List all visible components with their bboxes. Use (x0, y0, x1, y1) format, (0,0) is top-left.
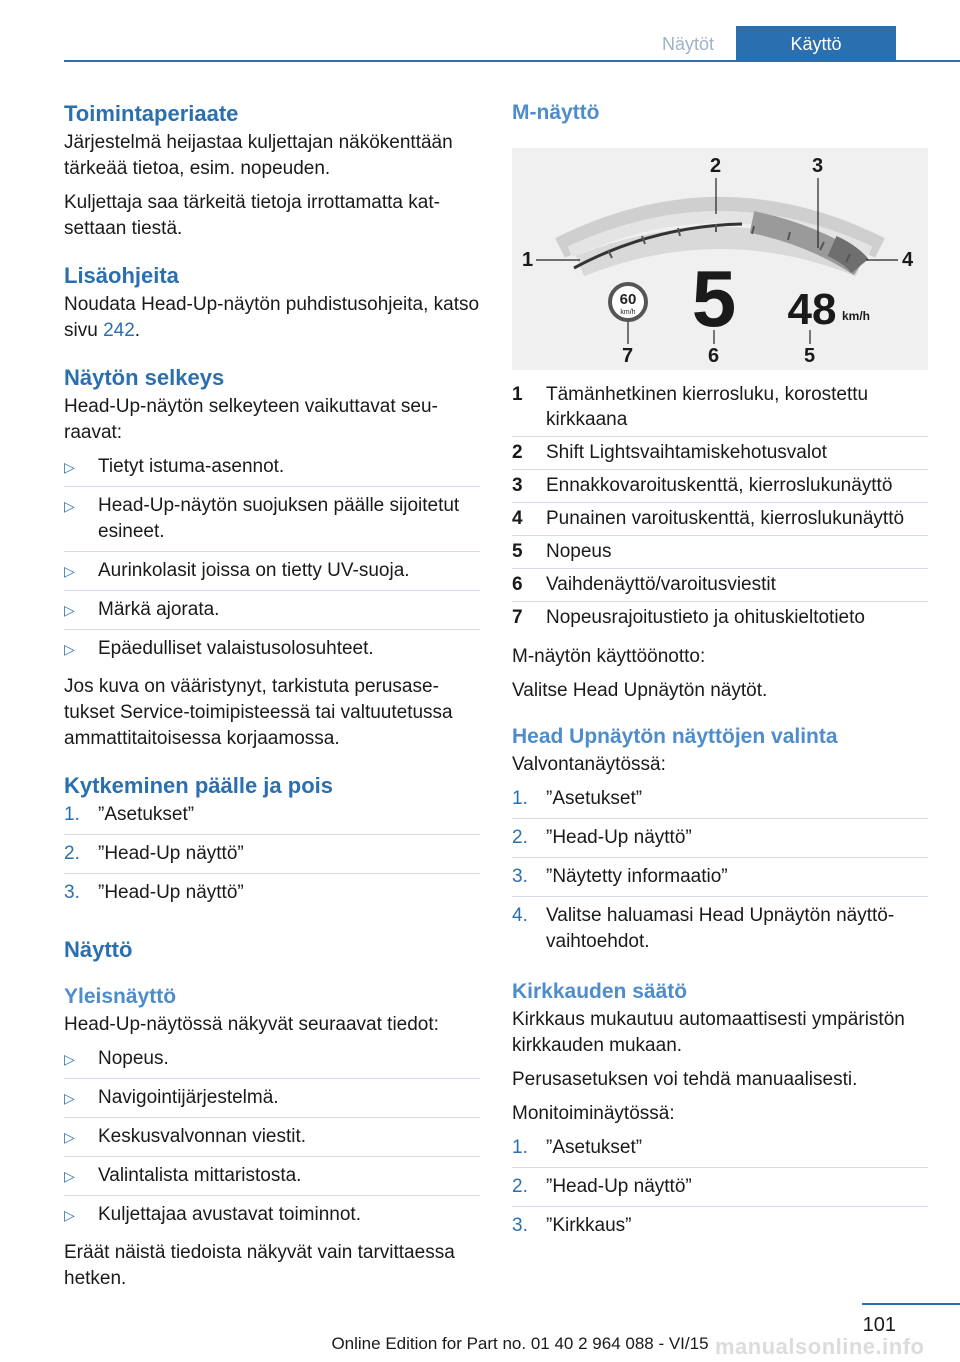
left-column (64, 98, 480, 1300)
paragraph: Perusasetuksen voi tehdä manuaalisesti. (512, 1069, 858, 1090)
list-item (64, 1046, 480, 1079)
callout-3: 3 (812, 155, 824, 177)
callout-7: 7 (622, 345, 634, 367)
list-item (512, 1174, 928, 1207)
legend-text: Tämänhetkinen kierrosluku, korostettu kirkkaana (546, 384, 869, 430)
list-item (64, 1085, 480, 1118)
footer-rule (862, 1303, 960, 1305)
list-item-text: Valitse haluamasi Head Upnäytön näyttövaihtoehdot. (546, 905, 895, 952)
triangle-bullet-icon: ▷ (64, 1207, 75, 1223)
list-item-text: Märkä ajorata. (98, 599, 220, 620)
legend-number: 5 (512, 541, 523, 562)
section-title-nayton-selkeys: Näytön selkeys (64, 365, 225, 390)
list-item (64, 841, 480, 874)
list-item-text: Tietyt istuma-asennot. (98, 456, 285, 477)
m-display-illustration (512, 148, 928, 370)
list-item-text: ”Head-Up näyttö” (98, 882, 244, 903)
watermark: manualsonline.info (715, 1334, 925, 1359)
paragraph: Järjestelmä heijastaa kuljettajan näkökenttään tärkeää tietoa, esim. nopeuden. (64, 132, 453, 179)
legend-number: 6 (512, 574, 523, 595)
switch-steps-list (64, 802, 480, 912)
legend-item (512, 539, 928, 569)
brightness-steps-list (512, 1135, 928, 1245)
list-item (64, 1163, 480, 1196)
list-item (512, 1135, 928, 1168)
triangle-bullet-icon: ▷ (64, 602, 75, 618)
legend-text: Vaihdenäyttö/varoitusviestit (546, 574, 776, 595)
edition-note: Online Edition for Part no. 01 40 2 964 088 - VI/15 (331, 1334, 709, 1353)
list-item (512, 1213, 928, 1245)
header-tab-kaytto[interactable]: Käyttö (736, 26, 896, 62)
page-number: 101 (862, 1314, 896, 1336)
list-item-text: Nopeus. (98, 1048, 169, 1069)
right-column (512, 98, 928, 1251)
list-item-text: ”Head-Up näyttö” (546, 1176, 692, 1197)
speed-limit-unit: km/h (620, 309, 636, 316)
callout-6: 6 (708, 345, 720, 367)
legend-text: Nopeus (546, 541, 612, 562)
step-number: 3. (512, 1215, 528, 1236)
triangle-bullet-icon: ▷ (64, 1168, 75, 1184)
triangle-bullet-icon: ▷ (64, 563, 75, 579)
paragraph-end: . (134, 320, 141, 341)
legend-number: 7 (512, 607, 523, 628)
paragraph (64, 292, 480, 344)
list-item (64, 802, 480, 835)
section-title-lisaohjeita: Lisäohjeita (64, 263, 179, 288)
legend-number: 4 (512, 508, 523, 529)
selection-steps-list (512, 786, 928, 961)
header-rule (64, 60, 960, 62)
list-item-text: Kuljettajaa avustavat toiminnot. (98, 1204, 361, 1225)
list-item-text: ”Näytetty informaatio” (546, 866, 728, 887)
list-item (512, 786, 928, 819)
speed-value: 48 (787, 285, 837, 334)
paragraph: Eräät näistä tiedoista näkyvät vain tarvittaessa hetken. (64, 1242, 455, 1289)
step-number: 2. (512, 1176, 528, 1197)
list-item-text: ”Asetukset” (546, 1137, 643, 1158)
gear-indicator: 5 (691, 254, 737, 343)
step-number: 3. (512, 866, 528, 887)
section-title-yleisnaytto: Yleisnäyttö (64, 985, 177, 1008)
legend-number: 1 (512, 384, 523, 405)
general-display-list (64, 1046, 480, 1234)
list-item-text: ”Asetukset” (98, 804, 195, 825)
step-number: 1. (512, 788, 528, 809)
triangle-bullet-icon: ▷ (64, 459, 75, 475)
legend-number: 3 (512, 475, 523, 496)
list-item (64, 1202, 480, 1234)
paragraph: Jos kuva on vääristynyt, tarkistuta perusasetukset Service-toimipisteessä tai valtuutetussa ammattitaitoisessa korjaamossa. (64, 676, 453, 749)
triangle-bullet-icon: ▷ (64, 641, 75, 657)
legend-text: Nopeusrajoitustieto ja ohituskieltotieto (546, 607, 865, 628)
paragraph: M-näytön käyttöönotto: (512, 646, 706, 667)
list-item (64, 454, 480, 487)
step-number: 2. (64, 843, 80, 864)
list-item-text: Head-Up-näytön suojuksen päälle sijoitetut esineet. (98, 495, 460, 542)
list-item-text: Epäedulliset valaistusolosuhteet. (98, 638, 374, 659)
legend-item (512, 382, 928, 437)
list-item (512, 864, 928, 897)
list-item-text: Keskusvalvonnan viestit. (98, 1126, 307, 1147)
paragraph: Valitse Head Upnäytön näytöt. (512, 680, 768, 701)
list-item (64, 493, 480, 552)
section-title-naytto: Näyttö (64, 937, 133, 962)
triangle-bullet-icon: ▷ (64, 498, 75, 514)
clarity-factors-list (64, 454, 480, 668)
legend-number: 2 (512, 442, 523, 463)
m-display-figure (512, 148, 928, 370)
triangle-bullet-icon: ▷ (64, 1090, 75, 1106)
legend-text: Punainen varoituskenttä, kierroslukunäyttö (546, 508, 905, 529)
step-number: 3. (64, 882, 80, 903)
callout-1: 1 (522, 249, 534, 271)
section-title-toimintaperiaate: Toimintaperiaate (64, 101, 239, 126)
legend-item (512, 440, 928, 470)
section-title-naytot-valinta: Head Upnäytön näyttöjen valinta (512, 725, 838, 748)
list-item-text: ”Asetukset” (546, 788, 643, 809)
paragraph-text: Noudata Head-Up-näytön puhdistusohjeita, katso sivu (64, 294, 480, 341)
speed-limit-value: 60 (619, 291, 637, 308)
step-number: 4. (512, 905, 528, 926)
paragraph: Head-Up-näytössä näkyvät seuraavat tiedot: (64, 1014, 439, 1035)
section-title-kirkkauden-saato: Kirkkauden säätö (512, 980, 688, 1003)
list-item (64, 597, 480, 630)
list-item (64, 558, 480, 591)
legend-text: Shift Lightsvaihtamiskehotusvalot (546, 442, 827, 463)
paragraph: Kuljettaja saa tärkeitä tietoja irrottamatta katsettaan tiestä. (64, 192, 440, 239)
list-item-text: Valintalista mittaristosta. (98, 1165, 302, 1186)
callout-5: 5 (804, 345, 816, 367)
callout-4: 4 (902, 249, 914, 271)
section-title-m-naytto: M-näyttö (512, 101, 600, 124)
page-link-242[interactable]: 242 (103, 320, 135, 341)
header-tab-naytot[interactable]: Näytöt (661, 34, 715, 54)
step-number: 2. (512, 827, 528, 848)
list-item (512, 825, 928, 858)
legend-item (512, 473, 928, 503)
list-item-text: ”Kirkkaus” (546, 1215, 632, 1236)
list-item (512, 903, 928, 961)
triangle-bullet-icon: ▷ (64, 1129, 75, 1145)
legend-item (512, 506, 928, 536)
paragraph: Kirkkaus mukautuu automaattisesti ympäristön kirkkauden mukaan. (512, 1009, 905, 1056)
figure-legend (512, 382, 928, 634)
callout-2: 2 (710, 155, 722, 177)
speed-unit: km/h (842, 309, 871, 323)
list-item-text: Aurinkolasit joissa on tietty UV-suoja. (98, 560, 410, 581)
list-item (64, 880, 480, 912)
step-number: 1. (64, 804, 80, 825)
triangle-bullet-icon: ▷ (64, 1051, 75, 1067)
list-item-text: ”Head-Up näyttö” (98, 843, 244, 864)
step-number: 1. (512, 1137, 528, 1158)
section-title-kytkeminen: Kytkeminen päälle ja pois (64, 773, 333, 798)
legend-item (512, 572, 928, 602)
list-item-text: ”Head-Up näyttö” (546, 827, 692, 848)
paragraph: Valvontanäytössä: (512, 754, 666, 775)
legend-text: Ennakkovaroituskenttä, kierroslukunäyttö (546, 475, 893, 496)
list-item (64, 636, 480, 668)
legend-item (512, 605, 928, 634)
list-item (64, 1124, 480, 1157)
paragraph: Monitoiminäytössä: (512, 1103, 675, 1124)
list-item-text: Navigointijärjestelmä. (98, 1087, 279, 1108)
paragraph: Head-Up-näytön selkeyteen vaikuttavat seuraavat: (64, 396, 438, 443)
